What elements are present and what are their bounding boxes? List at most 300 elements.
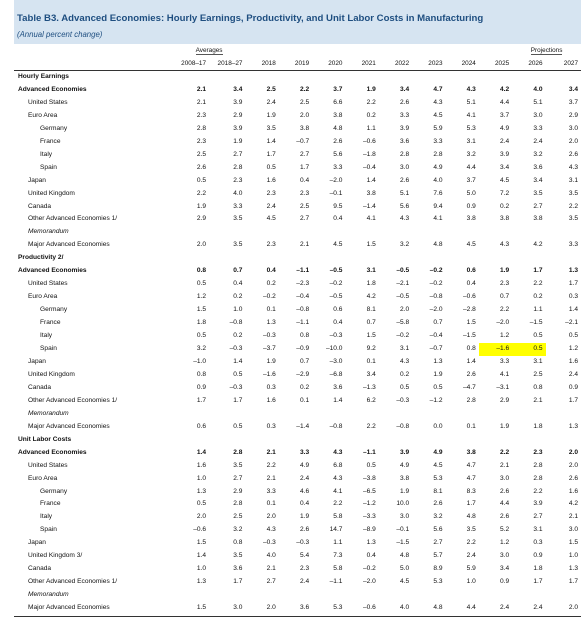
table-row <box>14 110 581 123</box>
table-cell <box>446 226 479 239</box>
table-cell: 1.9 <box>299 513 310 521</box>
table-cell: –3.0 <box>329 357 343 365</box>
year-header: 2008–17 <box>173 57 209 71</box>
table-cell: 0.8 <box>196 370 207 378</box>
table-row <box>14 201 581 214</box>
table-row <box>14 330 581 343</box>
table-cell: 9.4 <box>433 202 443 210</box>
table-cell: 3.0 <box>533 111 543 119</box>
table-cell: 0.2 <box>533 293 543 301</box>
table-cell: 2.2 <box>466 539 476 547</box>
table-cell <box>279 226 312 239</box>
table-cell: 4.5 <box>399 578 410 586</box>
row-label: Germany <box>40 487 68 495</box>
table-cell: 3.1 <box>366 267 376 275</box>
table-cell: 0.4 <box>333 319 343 327</box>
table-cell: 3.0 <box>500 552 510 560</box>
table-cell: 3.6 <box>533 163 543 171</box>
table-cell: 2.1 <box>568 513 578 521</box>
table-cell: 0.5 <box>196 280 207 288</box>
table-cell: 1.3 <box>568 422 578 430</box>
table-row <box>14 149 581 162</box>
table-cell: 2.7 <box>299 215 310 223</box>
table-cell: 2.0 <box>568 461 578 469</box>
table-cell: 3.7 <box>568 98 578 106</box>
table-cell: 1.7 <box>266 150 276 158</box>
table-row <box>14 550 581 563</box>
table-cell: 3.0 <box>399 513 410 521</box>
table-cell: 5.9 <box>466 565 476 573</box>
table-cell: –0.4 <box>362 163 376 171</box>
table-cell: 3.9 <box>399 448 410 456</box>
table-cell: 3.3 <box>299 448 310 456</box>
table-row <box>14 136 581 149</box>
table-cell: 3.3 <box>533 124 543 132</box>
year-header: 2020 <box>312 57 345 71</box>
table-cell: 3.9 <box>233 124 243 132</box>
table-cell: 1.5 <box>196 539 207 547</box>
table-cell: 3.3 <box>500 357 510 365</box>
table-cell: 2.3 <box>196 137 207 145</box>
table-cell: –2.0 <box>429 306 443 314</box>
table-cell: 2.9 <box>568 111 578 119</box>
table-cell: 0.2 <box>266 280 276 288</box>
table-cell: 2.4 <box>500 137 510 145</box>
table-cell: 4.5 <box>500 176 510 184</box>
table-cell: 5.1 <box>399 189 410 197</box>
table-row <box>14 84 581 97</box>
table-cell: 2.5 <box>233 513 243 521</box>
table-cell: 1.2 <box>568 345 578 353</box>
table-cell: –0.6 <box>362 604 376 612</box>
table-cell: 5.6 <box>333 150 343 158</box>
table-cell: 2.0 <box>266 604 276 612</box>
table-cell: –2.1 <box>565 319 578 327</box>
year-header: 2024 <box>446 57 479 71</box>
table-cell: 2.0 <box>196 241 207 249</box>
table-row <box>14 473 581 486</box>
table-cell: 1.8 <box>533 565 543 573</box>
table-cell: 3.6 <box>399 137 410 145</box>
table-cell: 0.3 <box>266 422 276 430</box>
row-label: Spain <box>40 526 57 534</box>
table-cell: –0.3 <box>229 383 243 391</box>
table-cell: 2.7 <box>433 539 443 547</box>
table-cell: –0.7 <box>429 345 443 353</box>
table-cell: 4.3 <box>568 163 578 171</box>
row-label: Euro Area <box>28 293 58 301</box>
table-cell: –2.3 <box>296 280 310 288</box>
table-cell: 4.5 <box>466 241 476 249</box>
table-row <box>14 589 581 602</box>
table-cell: 3.9 <box>533 500 543 508</box>
table-cell: 3.2 <box>433 513 443 521</box>
table-cell: 0.3 <box>533 539 543 547</box>
table-cell <box>546 226 581 239</box>
section-header-row <box>14 252 581 265</box>
table-cell: 2.6 <box>568 150 578 158</box>
table-cell: 1.3 <box>196 578 207 586</box>
table-cell: –1.6 <box>262 370 276 378</box>
table-cell: 3.1 <box>399 345 410 353</box>
table-cell: 3.0 <box>568 124 578 132</box>
data-table <box>14 44 581 615</box>
table-cell: 4.3 <box>466 85 476 93</box>
table-cell: –0.6 <box>463 293 476 301</box>
table-cell: 5.8 <box>333 513 343 521</box>
table-cell: 0.4 <box>299 176 310 184</box>
table-cell: 0.7 <box>366 319 376 327</box>
table-cell <box>173 226 209 239</box>
table-cell: –0.5 <box>396 293 410 301</box>
table-cell: 3.7 <box>466 176 476 184</box>
table-cell: 4.2 <box>533 241 543 249</box>
table-cell: 4.1 <box>366 215 376 223</box>
table-cell: 0.8 <box>299 332 310 340</box>
table-cell: 2.6 <box>399 98 410 106</box>
table-cell <box>479 589 512 602</box>
table-cell: 2.6 <box>333 137 343 145</box>
table-cell: 2.8 <box>196 124 207 132</box>
table-cell: 4.0 <box>266 552 276 560</box>
table-cell: 4.3 <box>433 98 443 106</box>
table-cell: 2.2 <box>533 487 543 495</box>
row-label: United States <box>28 98 68 106</box>
table-cell: 1.4 <box>196 552 207 560</box>
table-cell: 2.2 <box>366 98 376 106</box>
table-cell: 3.5 <box>266 124 276 132</box>
row-label: Other Advanced Economies 1/ <box>28 215 118 223</box>
table-cell: –0.3 <box>229 345 243 353</box>
table-row <box>14 226 581 239</box>
table-cell: 2.1 <box>196 98 207 106</box>
table-cell: 2.3 <box>533 448 543 456</box>
table-cell: 4.5 <box>333 241 343 249</box>
table-cell <box>446 589 479 602</box>
table-cell: 1.5 <box>196 306 207 314</box>
table-cell: –0.6 <box>193 526 207 534</box>
table-cell: –0.6 <box>362 137 376 145</box>
table-cell: 4.1 <box>466 111 476 119</box>
table-cell: 7.6 <box>433 189 443 197</box>
row-label: Other Advanced Economies 1/ <box>28 578 118 586</box>
table-cell: 6.2 <box>366 396 376 404</box>
table-cell: 1.1 <box>366 124 376 132</box>
table-cell: 1.9 <box>266 357 276 365</box>
table-cell: 1.3 <box>568 565 578 573</box>
table-cell: 3.9 <box>233 98 243 106</box>
table-cell: 4.2 <box>366 293 376 301</box>
table-cell: 5.1 <box>533 98 543 106</box>
section-title: Productivity 2/ <box>18 254 64 262</box>
table-cell: 3.1 <box>533 526 543 534</box>
table-cell: 0.8 <box>466 345 476 353</box>
table-cell: 2.4 <box>299 474 310 482</box>
table-cell <box>512 226 545 239</box>
table-cell: 3.0 <box>233 604 243 612</box>
table-cell: 0.8 <box>533 383 543 391</box>
table-cell <box>209 226 245 239</box>
year-header: 2027 <box>546 57 581 71</box>
table-cell: 2.0 <box>568 604 578 612</box>
row-label: Germany <box>40 306 68 314</box>
table-cell: 1.2 <box>196 293 207 301</box>
table-cell: 5.3 <box>433 474 443 482</box>
table-cell: 2.7 <box>233 150 243 158</box>
table-cell: 2.4 <box>299 578 310 586</box>
table-cell: 2.8 <box>233 448 243 456</box>
table-cell: 0.7 <box>500 293 510 301</box>
table-cell: 3.5 <box>233 215 243 223</box>
table-cell: 1.5 <box>366 241 376 249</box>
row-label: Major Advanced Economies <box>28 422 110 430</box>
table-cell: 2.9 <box>233 487 243 495</box>
table-cell: 0.5 <box>233 370 243 378</box>
table-cell: 4.8 <box>466 513 476 521</box>
year-header: 2025 <box>479 57 512 71</box>
table-cell: –0.7 <box>296 137 310 145</box>
row-label: Spain <box>40 163 57 171</box>
table-cell: 0.5 <box>568 332 578 340</box>
table-cell: 2.8 <box>233 163 243 171</box>
table-cell: 1.0 <box>233 306 243 314</box>
table-cell: 3.4 <box>366 370 376 378</box>
table-cell: 3.1 <box>568 176 578 184</box>
table-cell: –0.2 <box>262 293 276 301</box>
table-cell: 4.3 <box>500 241 510 249</box>
table-cell <box>345 408 378 421</box>
table-cell: 2.4 <box>500 604 510 612</box>
table-cell: 0.5 <box>433 383 443 391</box>
table-cell: 3.8 <box>399 474 410 482</box>
row-label: Italy <box>40 332 53 340</box>
table-cell: 9.2 <box>366 345 376 353</box>
table-cell <box>412 589 445 602</box>
table-cell: 0.1 <box>466 422 476 430</box>
section-header-row <box>14 71 581 84</box>
table-cell: 0.5 <box>196 332 207 340</box>
table-row <box>14 356 581 369</box>
table-cell: 8.1 <box>366 306 376 314</box>
table-cell: 0.2 <box>299 383 310 391</box>
table-cell <box>546 589 581 602</box>
table-cell: –0.8 <box>229 319 243 327</box>
table-cell: 2.2 <box>366 422 376 430</box>
table-cell: 8.9 <box>433 565 443 573</box>
table-cell <box>379 589 412 602</box>
table-cell: 3.4 <box>233 85 243 93</box>
row-label: Advanced Economies <box>18 448 87 456</box>
table-cell: 3.8 <box>366 189 376 197</box>
year-header: 2018–27 <box>209 57 245 71</box>
table-cell: 0.3 <box>266 383 276 391</box>
table-cell: 7.2 <box>500 189 510 197</box>
table-cell: 3.4 <box>500 565 510 573</box>
table-cell: 2.0 <box>299 111 310 119</box>
table-cell: 4.9 <box>433 448 443 456</box>
table-cell: 2.5 <box>533 370 543 378</box>
table-cell: 0.4 <box>266 267 276 275</box>
table-cell <box>512 408 545 421</box>
table-cell: 3.3 <box>233 202 243 210</box>
table-cell: 2.9 <box>500 396 510 404</box>
table-cell: 2.7 <box>533 513 543 521</box>
table-cell: –1.1 <box>296 267 310 275</box>
table-cell: 2.0 <box>196 513 207 521</box>
table-cell: 4.5 <box>266 215 276 223</box>
table-cell <box>312 589 345 602</box>
table-cell <box>279 589 312 602</box>
table-cell: 2.5 <box>266 85 276 93</box>
table-cell: 2.8 <box>233 500 243 508</box>
table-cell: 4.4 <box>466 604 476 612</box>
table-cell: 3.4 <box>500 163 510 171</box>
table-cell: 2.4 <box>533 137 543 145</box>
table-cell <box>379 226 412 239</box>
table-cell: 4.1 <box>500 370 510 378</box>
table-row <box>14 175 581 188</box>
row-label: United Kingdom <box>28 189 75 197</box>
table-cell: 5.3 <box>333 604 343 612</box>
table-cell: 1.9 <box>500 422 510 430</box>
table-cell: –2.1 <box>396 280 410 288</box>
table-row <box>14 498 581 511</box>
table-cell: 1.0 <box>196 474 207 482</box>
table-cell: 2.6 <box>399 176 410 184</box>
table-cell <box>245 226 278 239</box>
table-cell <box>209 408 245 421</box>
section-title: Unit Labor Costs <box>18 435 72 443</box>
table-cell: 1.4 <box>333 396 343 404</box>
table-cell: 3.9 <box>500 150 510 158</box>
table-cell: 3.2 <box>466 150 476 158</box>
table-cell: 2.8 <box>466 396 476 404</box>
table-cell: 2.1 <box>266 565 276 573</box>
table-cell: 5.6 <box>399 202 410 210</box>
table-cell: 1.7 <box>466 500 476 508</box>
table-cell: 2.8 <box>433 150 443 158</box>
table-cell: 4.8 <box>433 604 443 612</box>
table-cell: 1.4 <box>266 137 276 145</box>
table-cell: 0.1 <box>266 500 276 508</box>
table-cell: –0.5 <box>329 293 343 301</box>
table-cell: 3.5 <box>533 189 543 197</box>
table-cell: 0.2 <box>500 202 510 210</box>
table-cell: 3.3 <box>568 241 578 249</box>
table-cell: 3.7 <box>333 85 343 93</box>
table-cell <box>479 408 512 421</box>
table-cell: 0.1 <box>366 357 376 365</box>
table-cell: 0.9 <box>568 383 578 391</box>
table-cell: 2.6 <box>196 163 207 171</box>
year-header: 2026 <box>512 57 545 71</box>
table-cell: 5.8 <box>333 565 343 573</box>
row-label: Germany <box>40 124 68 132</box>
table-cell: 2.6 <box>433 500 443 508</box>
table-cell: 0.9 <box>196 383 207 391</box>
table-cell <box>479 226 512 239</box>
table-cell: 2.0 <box>568 448 578 456</box>
year-header: 2023 <box>412 57 445 71</box>
table-cell: 2.3 <box>299 565 310 573</box>
table-row <box>14 460 581 473</box>
table-cell: 7.3 <box>333 552 343 560</box>
table-cell: –1.0 <box>193 357 207 365</box>
table-cell: 1.5 <box>466 319 476 327</box>
table-cell: 0.4 <box>233 280 243 288</box>
table-cell: 3.2 <box>233 526 243 534</box>
table-cell <box>245 408 278 421</box>
table-cell: 5.3 <box>466 124 476 132</box>
year-header: 2018 <box>245 57 278 71</box>
table-row <box>14 265 581 278</box>
table-cell <box>345 589 378 602</box>
table-cell: –0.8 <box>329 422 343 430</box>
table-cell: 3.4 <box>533 176 543 184</box>
table-cell <box>379 408 412 421</box>
table-cell: 4.9 <box>500 124 510 132</box>
table-cell: 4.0 <box>399 604 410 612</box>
table-cell: 1.0 <box>196 565 207 573</box>
table-cell: 5.6 <box>433 526 443 534</box>
table-cell: 5.1 <box>466 98 476 106</box>
table-cell: 3.6 <box>233 565 243 573</box>
table-cell: 0.2 <box>233 293 243 301</box>
table-cell: 4.3 <box>333 448 343 456</box>
row-label: Memorandum <box>28 409 69 417</box>
row-label: Japan <box>28 539 46 547</box>
bottom-rule <box>14 616 581 617</box>
table-cell: 1.3 <box>196 487 207 495</box>
table-cell: 3.0 <box>399 163 410 171</box>
table-row <box>14 486 581 499</box>
table-row <box>14 511 581 524</box>
table-cell: 2.2 <box>266 461 276 469</box>
table-cell <box>173 589 209 602</box>
table-cell: –0.3 <box>396 396 410 404</box>
table-cell: –0.3 <box>262 332 276 340</box>
table-cell: 4.2 <box>500 85 510 93</box>
table-cell: –10.0 <box>325 345 343 353</box>
table-row <box>14 563 581 576</box>
row-label: France <box>40 500 61 508</box>
table-row <box>14 369 581 382</box>
table-cell: 2.2 <box>333 500 343 508</box>
year-header: 2021 <box>345 57 378 71</box>
table-cell: 1.2 <box>500 332 510 340</box>
row-label: France <box>40 319 61 327</box>
table-cell: 0.4 <box>299 500 310 508</box>
table-cell: 4.1 <box>333 487 343 495</box>
title-band <box>14 0 581 44</box>
table-cell: 3.7 <box>500 111 510 119</box>
table-cell: 4.5 <box>433 461 443 469</box>
table-cell: 1.6 <box>568 487 578 495</box>
row-label: Euro Area <box>28 474 58 482</box>
table-cell: 2.0 <box>266 513 276 521</box>
table-cell: 5.0 <box>466 189 476 197</box>
table-cell: 4.1 <box>433 215 443 223</box>
table-cell: 0.7 <box>233 267 243 275</box>
table-cell: 2.2 <box>500 448 510 456</box>
table-cell: 1.5 <box>196 604 207 612</box>
table-cell: 2.3 <box>266 189 276 197</box>
table-cell: –3.1 <box>496 383 510 391</box>
table-row <box>14 382 581 395</box>
table-cell: –5.8 <box>396 319 410 327</box>
table-cell: 3.0 <box>500 474 510 482</box>
table-cell: 1.7 <box>233 396 243 404</box>
